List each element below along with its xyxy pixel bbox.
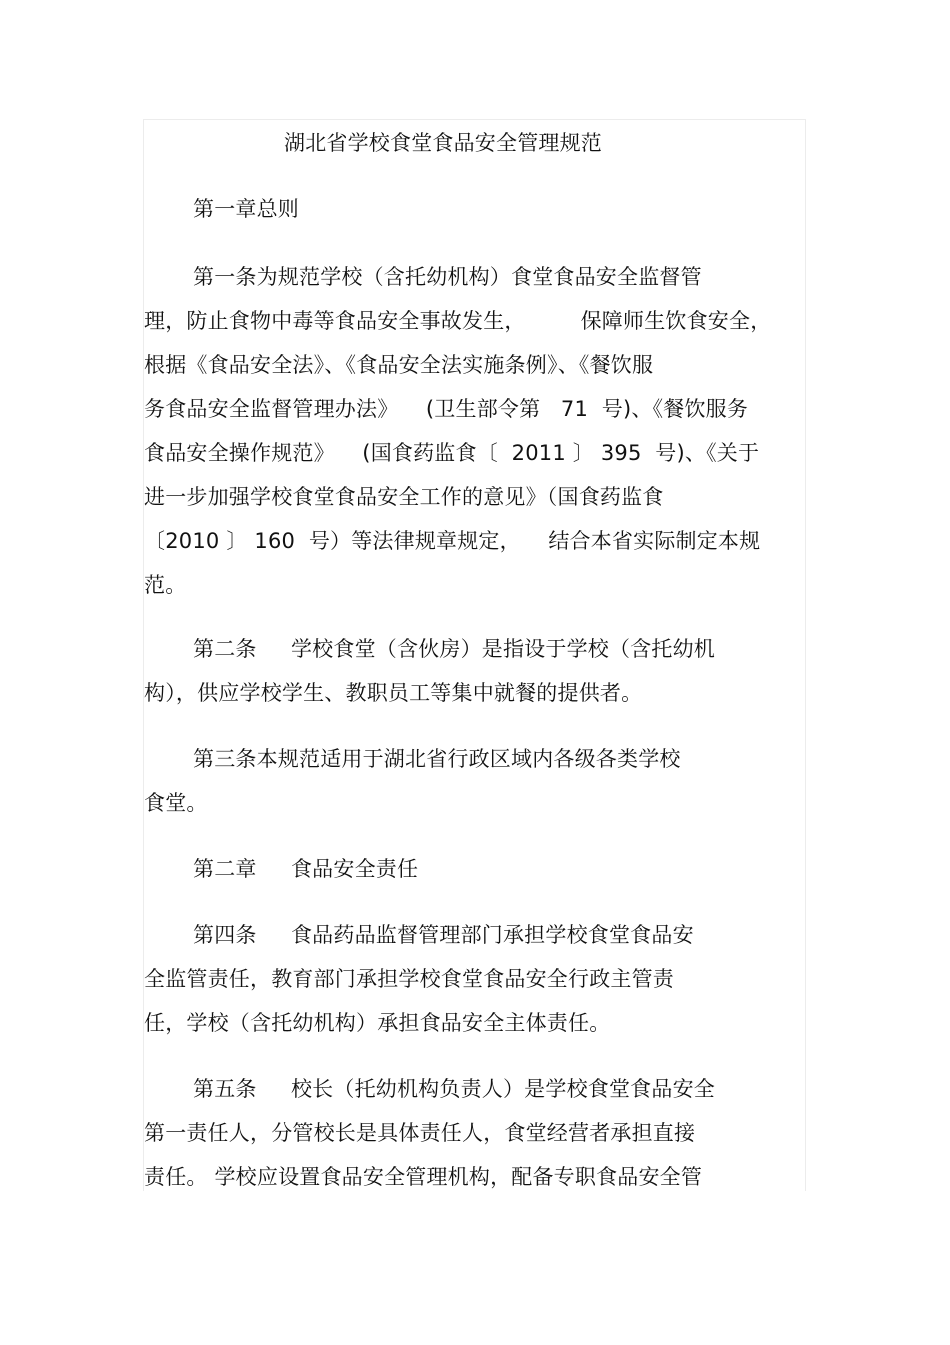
article-1-line: 〔2010 〕 160 号）等法律规章规定， 结合本省实际制定本规 (144, 529, 761, 553)
article-3-line: 第三条本规范适用于湖北省行政区域内各级各类学校 (193, 747, 681, 771)
article-2-line: 第二条 学校食堂（含伙房）是指设于学校（含托幼机 (193, 637, 715, 661)
article-2-line: 构），供应学校学生、教职员工等集中就餐的提供者。 (144, 681, 643, 705)
article-1-line: 根据《食品安全法》、《食品安全法实施条例》、《餐饮服 (144, 353, 654, 377)
chapter-2-heading: 第二章 食品安全责任 (193, 857, 419, 881)
chapter-1-heading: 第一章总则 (193, 197, 299, 221)
article-4-line: 第四条 食品药品监督管理部门承担学校食堂食品安 (193, 923, 694, 947)
article-1-line: 范。 (144, 573, 187, 597)
article-1-line: 理，防止食物中毒等食品安全事故发生， 保障师生饮食安全， (144, 309, 772, 333)
article-4-line: 任，学校（含托幼机构）承担食品安全主体责任。 (144, 1011, 611, 1035)
article-5-line: 第一责任人，分管校长是具体责任人，食堂经营者承担直接 (144, 1121, 696, 1145)
article-4-line: 全监管责任，教育部门承担学校食堂食品安全行政主管责 (144, 967, 674, 991)
article-5-line: 责任。 学校应设置食品安全管理机构，配备专职食品安全管 (144, 1165, 703, 1189)
article-1-line: 食品安全操作规范》 (国食药监食〔 2011 〕 395 号)、《关于 (144, 441, 760, 465)
article-1-line: 第一条为规范学校（含托幼机构）食堂食品安全监督管 (193, 265, 702, 289)
article-5-line: 第五条 校长（托幼机构负责人）是学校食堂食品安全 (193, 1077, 715, 1101)
article-3-line: 食堂。 (144, 791, 208, 815)
article-1-line: 进一步加强学校食堂食品安全工作的意见》（国食药监食 (144, 485, 664, 509)
document-title: 湖北省学校食堂食品安全管理规范 (284, 131, 602, 155)
article-1-line: 务食品安全监督管理办法》 (卫生部令第 71 号)、《餐饮服务 (144, 397, 749, 421)
